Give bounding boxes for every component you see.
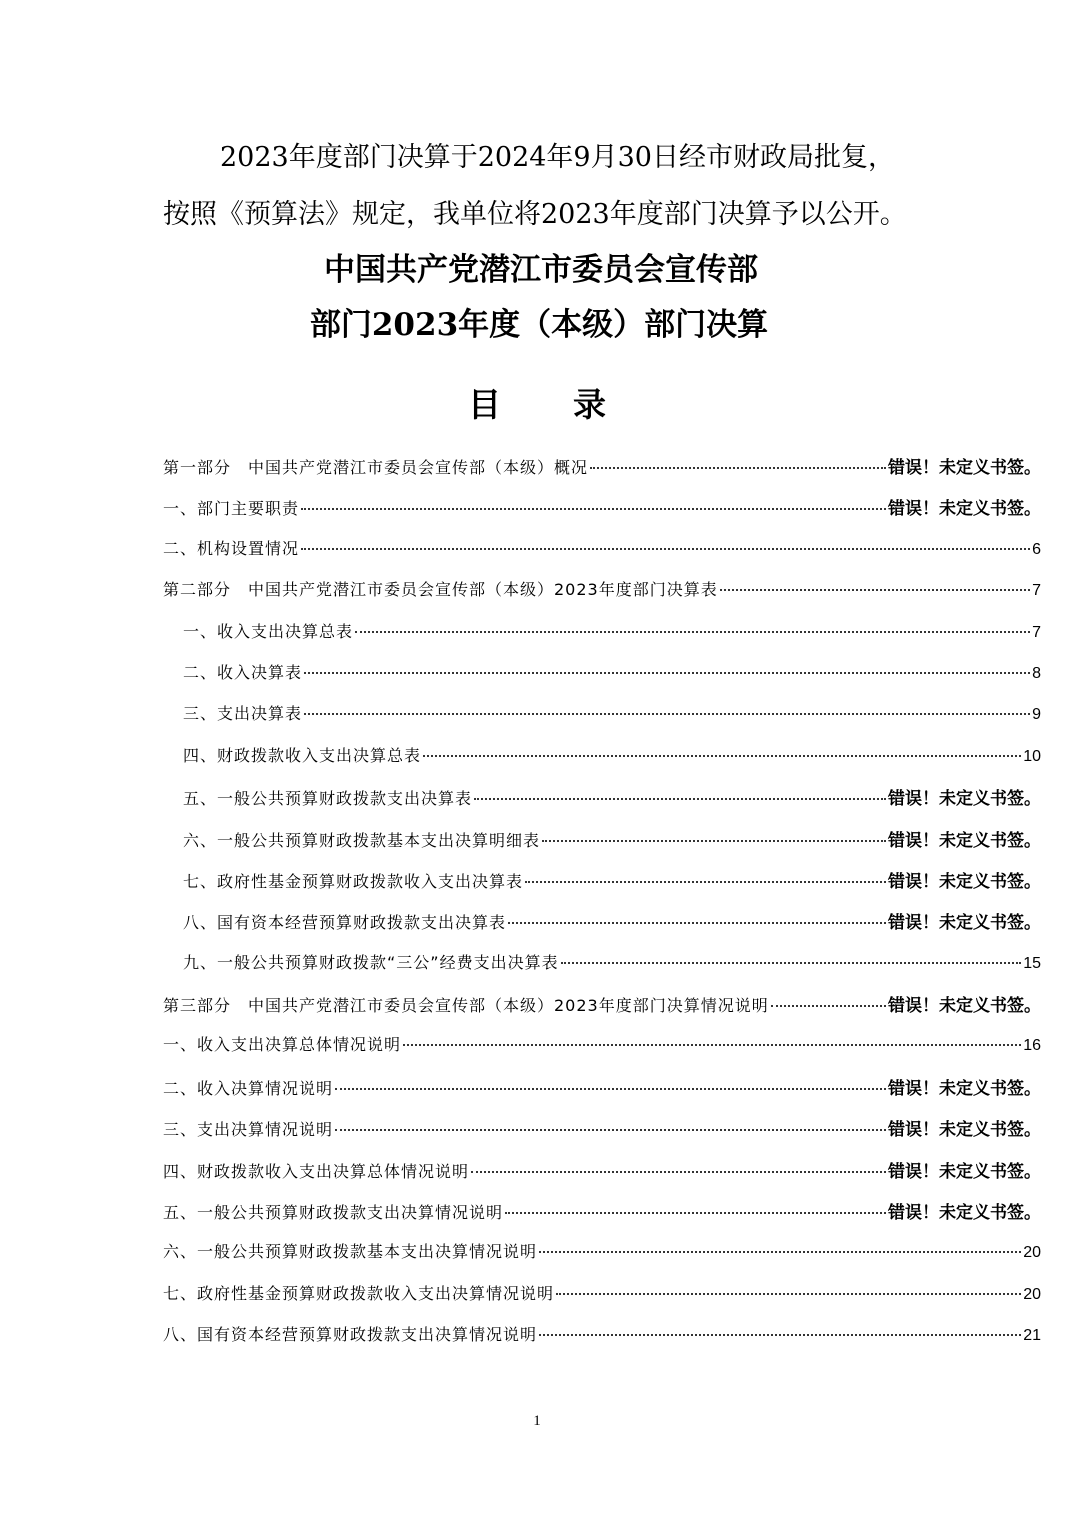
toc-dot-leader [423, 755, 1021, 757]
toc-entry-page: 错误！未定义书签。 [888, 913, 1041, 934]
toc-dot-leader [304, 672, 1030, 674]
toc-entry[interactable] [163, 1198, 1041, 1239]
toc-dot-leader [539, 1251, 1021, 1253]
toc-dot-leader [561, 962, 1022, 964]
toc-entry-page: 20 [1023, 1244, 1041, 1262]
toc-entry-page: 错误！未定义书签。 [888, 499, 1041, 520]
toc-entry-page: 16 [1023, 1037, 1041, 1055]
toc-entry-page: 错误！未定义书签。 [888, 1161, 1041, 1182]
toc-entry-page: 错误！未定义书签。 [888, 789, 1041, 810]
toc-entry-label: 七、政府性基金预算财政拨款收入支出决算情况说明 [163, 1283, 555, 1303]
toc-dot-leader [505, 1212, 886, 1214]
toc-entry-label: 七、政府性基金预算财政拨款收入支出决算表 [183, 871, 524, 891]
toc-entry[interactable] [163, 1322, 1041, 1363]
toc-dot-leader [301, 548, 1030, 550]
toc-entry-label: 九、一般公共预算财政拨款“三公”经费支出决算表 [183, 952, 559, 972]
toc-entry-label: 一、收入支出决算总体情况说明 [163, 1035, 402, 1055]
toc-entry-page: 20 [1023, 1285, 1041, 1303]
toc-dot-leader [304, 713, 1030, 715]
toc-entry[interactable] [163, 1157, 1041, 1198]
toc-entry[interactable] [163, 660, 1041, 701]
toc-entry[interactable] [163, 743, 1041, 784]
toc-entry-label: 三、支出决算表 [183, 704, 303, 724]
toc-entry[interactable] [163, 867, 1041, 908]
toc-entry-label: 六、一般公共预算财政拨款基本支出决算情况说明 [163, 1242, 538, 1262]
toc-entry-page: 错误！未定义书签。 [888, 1120, 1041, 1141]
toc-dot-leader [508, 922, 886, 924]
toc-entry-label: 五、一般公共预算财政拨款支出决算表 [183, 789, 473, 809]
toc-entry-label: 第二部分 中国共产党潜江市委员会宣传部（本级）2023年度部门决算表 [163, 580, 718, 600]
toc-entry[interactable] [163, 1032, 1041, 1073]
toc-entry-page: 7 [1032, 582, 1041, 600]
toc-entry-label: 三、支出决算情况说明 [163, 1120, 334, 1140]
toc-entry[interactable] [163, 453, 1041, 494]
toc-dot-leader [335, 1088, 886, 1090]
toc-dot-leader [771, 1005, 886, 1007]
toc-entry[interactable] [163, 950, 1041, 991]
toc-entry-page: 10 [1023, 747, 1041, 765]
toc-dot-leader [471, 1171, 886, 1173]
toc-entry[interactable] [163, 1239, 1041, 1280]
toc-dot-leader [335, 1129, 886, 1131]
toc-dot-leader [525, 881, 886, 883]
toc-dot-leader [474, 798, 886, 800]
toc-dot-leader [720, 589, 1030, 591]
toc-heading: 目录 [468, 385, 678, 424]
document-title-line-2: 部门2023年度（本级）部门决算 [309, 307, 769, 343]
toc-entry[interactable] [163, 1281, 1041, 1322]
toc-entry[interactable] [163, 908, 1041, 949]
toc-entry[interactable] [163, 826, 1041, 867]
toc-entry-page: 6 [1032, 540, 1041, 558]
toc-dot-leader [590, 467, 886, 469]
toc-entry-label: 一、收入支出决算总表 [183, 621, 354, 641]
toc-entry-page: 21 [1023, 1327, 1041, 1345]
toc-entry-label: 六、一般公共预算财政拨款基本支出决算明细表 [183, 830, 541, 850]
toc-entry-page: 错误！未定义书签。 [888, 871, 1041, 892]
toc-dot-leader [403, 1044, 1021, 1046]
toc-entry-page: 错误！未定义书签。 [888, 830, 1041, 851]
toc-dot-leader [542, 840, 886, 842]
toc-entry-label: 第三部分 中国共产党潜江市委员会宣传部（本级）2023年度部门决算情况说明 [163, 996, 769, 1016]
toc-entry[interactable] [163, 784, 1041, 825]
toc-entry-label: 八、国有资本经营预算财政拨款支出决算表 [183, 913, 507, 933]
toc-entry-label: 五、一般公共预算财政拨款支出决算情况说明 [163, 1203, 504, 1223]
toc-entry[interactable] [163, 619, 1041, 660]
toc-dot-leader [355, 631, 1030, 633]
toc-entry-page: 错误！未定义书签。 [888, 458, 1041, 478]
toc-dot-leader [539, 1334, 1021, 1336]
toc-entry[interactable] [163, 494, 1041, 535]
toc-entry-page: 9 [1032, 706, 1041, 724]
toc-entry-page: 错误！未定义书签。 [888, 996, 1041, 1017]
toc-entry-page: 7 [1032, 623, 1041, 641]
toc-entry-page: 8 [1032, 664, 1041, 682]
toc-entry[interactable] [163, 1074, 1041, 1115]
toc-entry-page: 15 [1023, 954, 1041, 972]
toc-entry-page: 错误！未定义书签。 [888, 1078, 1041, 1099]
toc-entry-label: 二、机构设置情况 [163, 538, 300, 558]
toc-entry-label: 二、收入决算表 [183, 662, 303, 682]
toc-entry[interactable] [163, 1115, 1041, 1156]
toc-entry-page: 错误！未定义书签。 [888, 1203, 1041, 1224]
toc-entry[interactable] [163, 991, 1041, 1032]
toc-dot-leader [556, 1293, 1021, 1295]
toc-entry[interactable] [163, 701, 1041, 742]
toc-dot-leader [301, 508, 886, 510]
toc-entry-label: 四、财政拨款收入支出决算总体情况说明 [163, 1161, 470, 1181]
toc-entry[interactable] [163, 536, 1041, 577]
toc-entry-label: 四、财政拨款收入支出决算总表 [183, 745, 422, 765]
table-of-contents [163, 453, 1041, 1364]
intro-line-2: 按照《预算法》规定，我单位将2023年度部门决算予以公开。 [163, 199, 907, 230]
toc-entry-label: 第一部分 中国共产党潜江市委员会宣传部（本级）概况 [163, 458, 589, 477]
toc-entry[interactable] [163, 577, 1041, 618]
intro-line-1: 2023年度部门决算于2024年9月30日经市财政局批复， [220, 142, 895, 173]
page-number: 1 [533, 1413, 541, 1429]
toc-entry-label: 二、收入决算情况说明 [163, 1078, 334, 1098]
toc-entry-label: 一、部门主要职责 [163, 499, 300, 519]
document-title-line-1: 中国共产党潜江市委员会宣传部 [324, 252, 758, 288]
toc-entry-label: 八、国有资本经营预算财政拨款支出决算情况说明 [163, 1325, 538, 1345]
